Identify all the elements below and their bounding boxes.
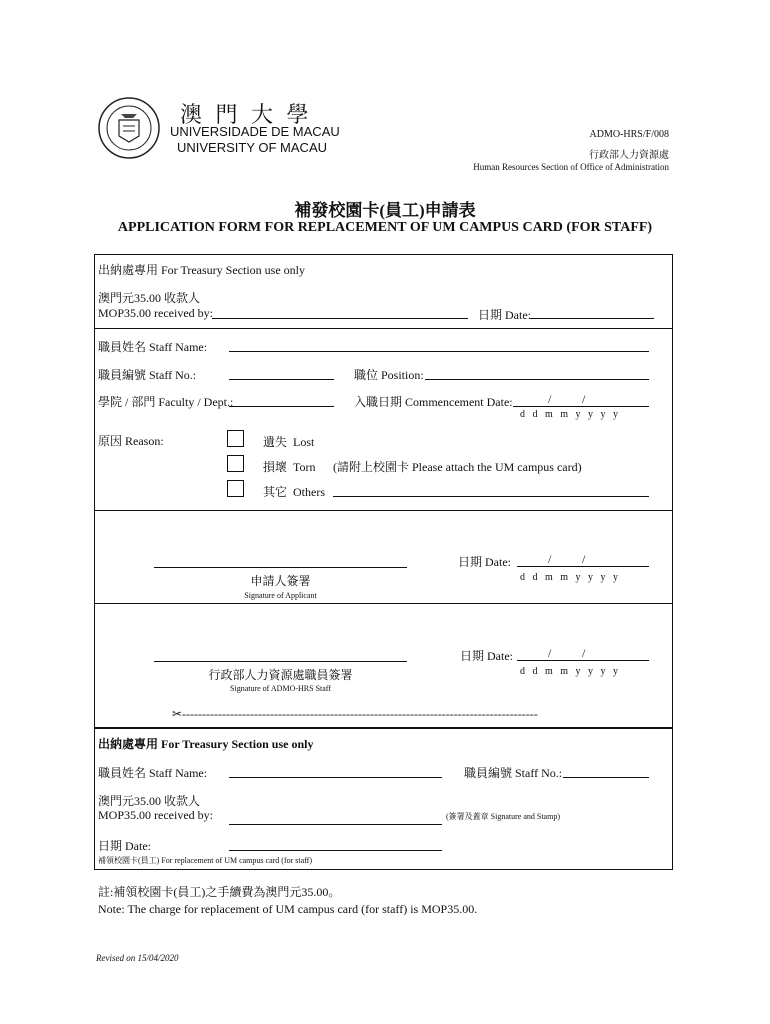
lost-label: 遺失 Lost [263,435,315,449]
torn-label: 損壞 Torn [263,460,316,474]
cut-line: ✂----------------------------------------------------------------------------------------- [172,707,538,721]
commencement-date-field[interactable] [513,406,649,407]
reason-label: 原因 Reason: [98,434,164,448]
commencement-label: 入職日期 Commencement Date: [354,395,513,409]
position-label: 職位 Position: [354,368,424,382]
torn-note: (請附上校園卡 Please attach the UM campus card) [333,460,582,474]
form-code: ADMO-HRS/F/008 [589,129,669,140]
date-slash: / [548,392,552,406]
divider [94,603,673,604]
slip-staff-name-label: 職員姓名 Staff Name: [98,766,208,780]
slip-received-by-label: MOP35.00 received by: [98,808,213,822]
date-slash: / [582,646,586,660]
treasury-label: 出納處專用 For Treasury Section use only [98,263,306,277]
title-chinese: 補發校園卡(員工)申請表 [294,201,476,220]
date-slash: / [548,646,552,660]
university-name-portuguese: UNIVERSIDADE DE MACAU [170,124,340,139]
received-by-label: MOP35.00 received by: [98,306,213,320]
date-slash: / [582,552,586,566]
date-format-hint: d d m m y y y y [520,409,619,420]
others-label: 其它 Others [263,485,325,499]
received-by-field[interactable] [212,318,468,319]
divider [94,510,673,511]
torn-checkbox[interactable] [227,455,244,472]
staff-no-field[interactable] [229,379,334,380]
date-slash: / [548,552,552,566]
slip-treasury-label: 出納處專用 For Treasury Section use only [98,737,314,751]
staff-date-label: 日期 Date: [460,649,513,663]
slip-staff-no-field[interactable] [563,777,649,778]
slip-purpose: 補領校園卡(員工) For replacement of UM campus card (for staff) [98,856,313,865]
date-slash: / [582,392,586,406]
date-format-hint: d d m m y y y y [520,572,619,583]
date-format-hint: d d m m y y y y [520,666,619,677]
others-field[interactable] [333,496,649,497]
revision-date: Revised on 15/04/2020 [96,953,179,963]
fee-chinese: 澳門元35.00 收款人 [98,291,201,305]
department-chinese: 行政部人力資源處 [589,150,669,161]
date-label: 日期 Date: [478,308,531,322]
slip-staff-name-field[interactable] [229,777,442,778]
note-english: Note: The charge for replacement of UM campus card (for staff) is MOP35.00. [98,902,478,916]
staff-signature-chinese: 行政部人力資源處職員簽署 [208,668,353,682]
faculty-field[interactable] [229,406,334,407]
staff-no-label: 職員編號 Staff No.: [98,368,197,382]
university-name-chinese: 澳 門 大 學 [180,102,313,127]
university-name-english: UNIVERSITY OF MACAU [177,140,328,155]
department-english: Human Resources Section of Office of Administration [473,162,669,172]
position-field[interactable] [425,379,649,380]
applicant-signature-chinese: 申請人簽署 [250,574,311,588]
slip-staff-no-label: 職員編號 Staff No.: [464,766,563,780]
staff-signature-field[interactable] [154,661,407,662]
slip-fee-chinese: 澳門元35.00 收款人 [98,794,201,808]
staff-name-field[interactable] [229,351,649,352]
others-checkbox[interactable] [227,480,244,497]
staff-name-label: 職員姓名 Staff Name: [98,340,208,354]
applicant-signature-english: Signature of Applicant [244,591,317,600]
slip-stamp-label: (簽署及蓋章 Signature and Stamp) [446,812,560,821]
slip-date-label: 日期 Date: [98,839,151,853]
main-form-box [94,254,673,728]
date-field[interactable] [530,318,654,319]
staff-signature-english: Signature of ADMO-HRS Staff [230,684,331,693]
slip-date-field[interactable] [229,850,442,851]
applicant-signature-field[interactable] [154,567,407,568]
title-english: APPLICATION FORM FOR REPLACEMENT OF UM CAMPUS CARD (FOR STAFF) [117,220,653,235]
lost-checkbox[interactable] [227,430,244,447]
university-seal [97,96,161,160]
faculty-label: 學院 / 部門 Faculty / Dept.: [98,395,234,409]
slip-received-by-field[interactable] [229,824,442,825]
applicant-date-label: 日期 Date: [458,555,511,569]
note-chinese: 註:補領校園卡(員工)之手續費為澳門元35.00。 [98,885,341,899]
divider [94,328,673,329]
